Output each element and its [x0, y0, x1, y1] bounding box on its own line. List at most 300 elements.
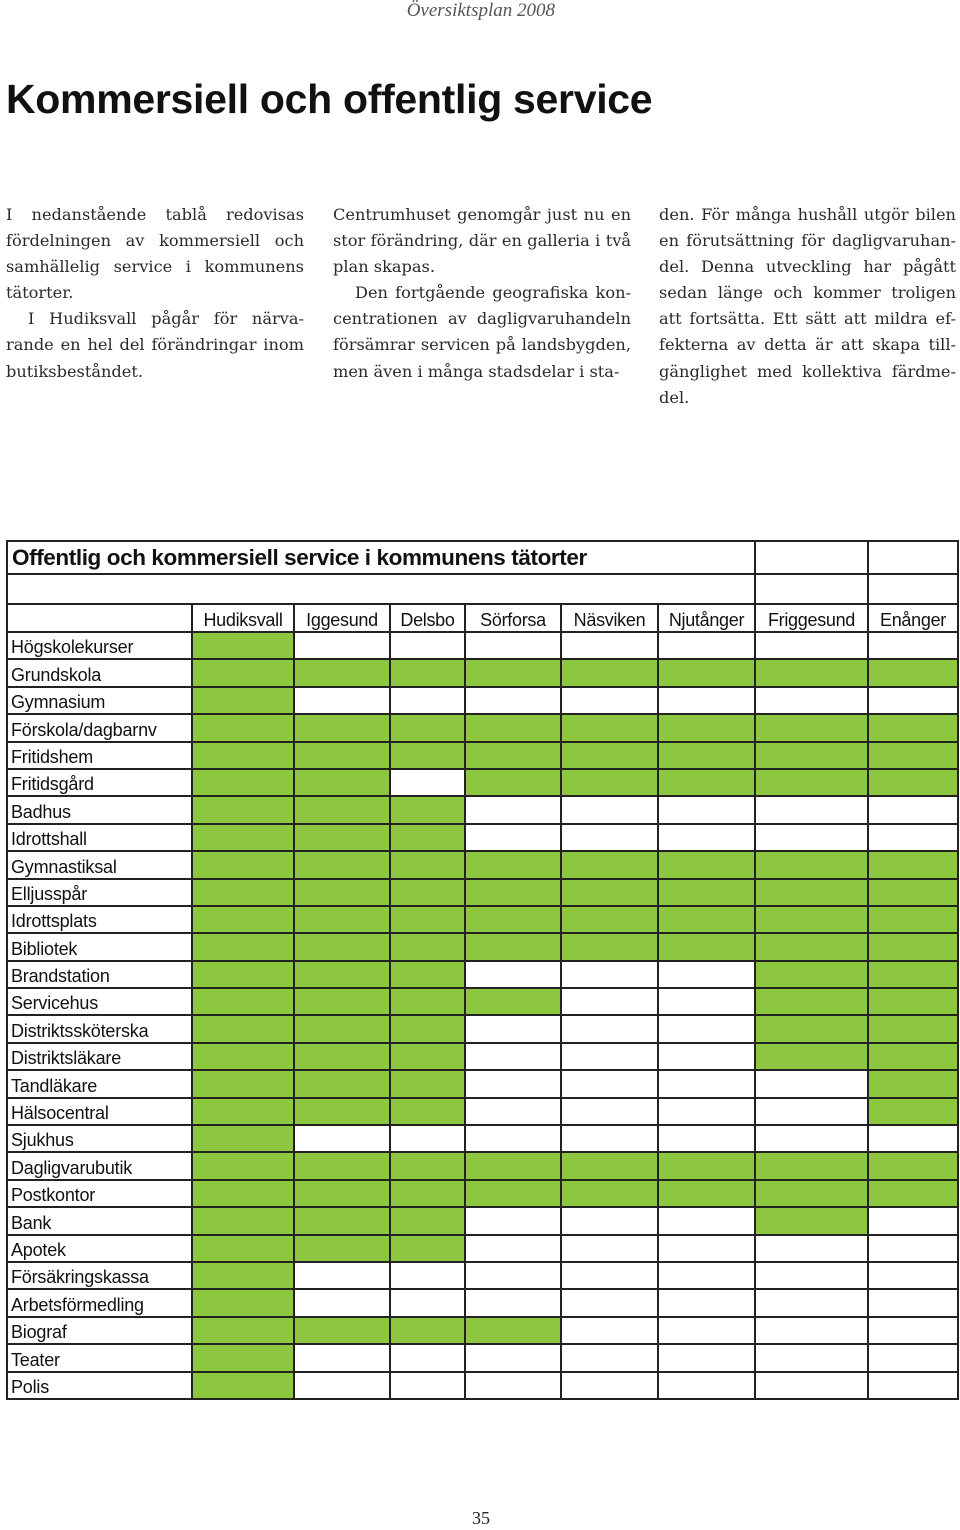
service-unavailable-cell — [658, 687, 755, 714]
service-unavailable-cell — [658, 1235, 755, 1262]
service-available-cell — [868, 659, 958, 686]
service-unavailable-cell — [465, 1372, 561, 1399]
table-row — [7, 1098, 958, 1125]
service-unavailable-cell — [561, 1070, 658, 1097]
table-row — [7, 796, 958, 823]
service-available-cell — [755, 769, 868, 796]
service-unavailable-cell — [294, 632, 390, 659]
empty-cell — [7, 574, 755, 604]
service-available-cell — [192, 1317, 294, 1344]
service-available-cell — [465, 1317, 561, 1344]
service-available-cell — [868, 988, 958, 1015]
service-available-cell — [561, 1180, 658, 1207]
service-available-cell — [390, 1235, 465, 1262]
column-header-town: Hudiksvall — [192, 604, 294, 632]
service-unavailable-cell — [561, 1015, 658, 1042]
service-available-cell — [294, 961, 390, 988]
paragraph: I Hudiksvall pågår för närva-rande en hel del förändringar inom butiksbeståndet. — [6, 309, 304, 381]
row-label: Apotek — [7, 1235, 192, 1262]
service-unavailable-cell — [868, 1372, 958, 1399]
service-unavailable-cell — [561, 1043, 658, 1070]
column-header-town: Friggesund — [755, 604, 868, 632]
service-unavailable-cell — [868, 1207, 958, 1234]
row-label: Förskola/dagbarnv — [7, 714, 192, 741]
service-available-cell — [294, 769, 390, 796]
service-available-cell — [755, 659, 868, 686]
service-available-cell — [390, 933, 465, 960]
table-row — [7, 906, 958, 933]
row-label: Idrottshall — [7, 824, 192, 851]
service-available-cell — [658, 933, 755, 960]
service-available-cell — [755, 1180, 868, 1207]
service-available-cell — [192, 1344, 294, 1371]
row-label: Distriktssköterska — [7, 1015, 192, 1042]
service-available-cell — [192, 1207, 294, 1234]
table-row — [7, 1015, 958, 1042]
service-unavailable-cell — [561, 796, 658, 823]
service-unavailable-cell — [561, 1262, 658, 1289]
row-label: Elljusspår — [7, 879, 192, 906]
service-unavailable-cell — [755, 824, 868, 851]
service-available-cell — [192, 988, 294, 1015]
service-available-cell — [561, 742, 658, 769]
service-available-cell — [868, 851, 958, 878]
service-unavailable-cell — [658, 1015, 755, 1042]
row-label: Postkontor — [7, 1180, 192, 1207]
service-available-cell — [294, 1070, 390, 1097]
service-unavailable-cell — [658, 1098, 755, 1125]
row-label: Biograf — [7, 1317, 192, 1344]
service-unavailable-cell — [390, 1262, 465, 1289]
service-available-cell — [755, 1152, 868, 1179]
service-unavailable-cell — [561, 1235, 658, 1262]
service-available-cell — [755, 1207, 868, 1234]
service-unavailable-cell — [465, 1043, 561, 1070]
table-header-row — [7, 604, 958, 632]
service-available-cell — [192, 1262, 294, 1289]
row-label: Högskolekurser — [7, 632, 192, 659]
service-available-cell — [192, 906, 294, 933]
service-available-cell — [868, 1070, 958, 1097]
service-available-cell — [294, 796, 390, 823]
service-available-cell — [561, 879, 658, 906]
table-row — [7, 1070, 958, 1097]
service-unavailable-cell — [465, 632, 561, 659]
table-row — [7, 1207, 958, 1234]
row-label: Bibliotek — [7, 933, 192, 960]
service-available-cell — [868, 714, 958, 741]
column-header-town: Näsviken — [561, 604, 658, 632]
service-available-cell — [294, 714, 390, 741]
service-unavailable-cell — [658, 632, 755, 659]
service-available-cell — [561, 851, 658, 878]
row-label: Bank — [7, 1207, 192, 1234]
service-available-cell — [294, 1180, 390, 1207]
service-unavailable-cell — [755, 687, 868, 714]
service-available-cell — [192, 1372, 294, 1399]
service-unavailable-cell — [390, 1344, 465, 1371]
service-available-cell — [868, 769, 958, 796]
column-header-town: Enånger — [868, 604, 958, 632]
service-available-cell — [192, 1098, 294, 1125]
service-unavailable-cell — [658, 1070, 755, 1097]
empty-cell — [868, 574, 958, 604]
service-unavailable-cell — [561, 1207, 658, 1234]
column-header-town: Iggesund — [294, 604, 390, 632]
service-available-cell — [192, 659, 294, 686]
service-unavailable-cell — [658, 1372, 755, 1399]
service-unavailable-cell — [465, 1015, 561, 1042]
service-available-cell — [390, 1152, 465, 1179]
service-available-cell — [561, 714, 658, 741]
service-available-cell — [465, 906, 561, 933]
table-row — [7, 1043, 958, 1070]
service-available-cell — [192, 851, 294, 878]
service-available-cell — [390, 659, 465, 686]
service-unavailable-cell — [868, 687, 958, 714]
service-available-cell — [390, 988, 465, 1015]
service-available-cell — [390, 796, 465, 823]
service-unavailable-cell — [755, 1125, 868, 1152]
service-available-cell — [390, 714, 465, 741]
service-unavailable-cell — [465, 824, 561, 851]
service-available-cell — [658, 742, 755, 769]
table-row — [7, 988, 958, 1015]
service-available-cell — [465, 769, 561, 796]
service-unavailable-cell — [868, 1262, 958, 1289]
table-row — [7, 1289, 958, 1316]
service-available-cell — [658, 879, 755, 906]
service-available-cell — [294, 1317, 390, 1344]
table-row — [7, 1180, 958, 1207]
table-row — [7, 1262, 958, 1289]
service-unavailable-cell — [465, 687, 561, 714]
service-available-cell — [658, 714, 755, 741]
service-available-cell — [294, 1152, 390, 1179]
service-unavailable-cell — [868, 1125, 958, 1152]
service-available-cell — [192, 1015, 294, 1042]
service-unavailable-cell — [561, 1317, 658, 1344]
service-unavailable-cell — [658, 796, 755, 823]
service-unavailable-cell — [658, 1125, 755, 1152]
paragraph: Den fortgående geografiska kon-centrationen av dagligvaruhandeln försämrar servicen på landsbygden, men även i många stadsdelar i sta- — [333, 283, 631, 381]
service-available-cell — [658, 659, 755, 686]
service-available-cell — [868, 1098, 958, 1125]
service-unavailable-cell — [755, 1372, 868, 1399]
service-unavailable-cell — [868, 1235, 958, 1262]
service-unavailable-cell — [755, 796, 868, 823]
service-available-cell — [294, 1043, 390, 1070]
service-available-cell — [294, 742, 390, 769]
service-unavailable-cell — [755, 1262, 868, 1289]
table-row — [7, 961, 958, 988]
service-available-cell — [868, 1180, 958, 1207]
page-title: Kommersiell och offentlig service — [6, 76, 653, 122]
service-available-cell — [192, 879, 294, 906]
service-available-cell — [465, 659, 561, 686]
table-row — [7, 769, 958, 796]
service-unavailable-cell — [465, 1289, 561, 1316]
service-unavailable-cell — [561, 988, 658, 1015]
service-available-cell — [561, 1152, 658, 1179]
empty-cell — [755, 541, 868, 574]
service-available-cell — [294, 906, 390, 933]
table-row — [7, 851, 958, 878]
service-available-cell — [390, 824, 465, 851]
row-label: Hälsocentral — [7, 1098, 192, 1125]
service-available-cell — [192, 824, 294, 851]
service-available-cell — [755, 1015, 868, 1042]
service-unavailable-cell — [465, 1235, 561, 1262]
service-available-cell — [390, 1207, 465, 1234]
service-unavailable-cell — [561, 687, 658, 714]
service-unavailable-cell — [465, 1344, 561, 1371]
service-unavailable-cell — [465, 1125, 561, 1152]
corner-cell — [7, 604, 192, 632]
service-unavailable-cell — [561, 1289, 658, 1316]
service-unavailable-cell — [658, 1344, 755, 1371]
service-unavailable-cell — [755, 1098, 868, 1125]
service-available-cell — [465, 879, 561, 906]
service-available-cell — [294, 659, 390, 686]
service-unavailable-cell — [755, 1289, 868, 1316]
service-unavailable-cell — [868, 632, 958, 659]
service-unavailable-cell — [658, 988, 755, 1015]
service-available-cell — [294, 879, 390, 906]
service-unavailable-cell — [755, 1344, 868, 1371]
service-unavailable-cell — [755, 1235, 868, 1262]
service-unavailable-cell — [755, 632, 868, 659]
table-spacer-row — [7, 574, 958, 604]
service-unavailable-cell — [294, 1344, 390, 1371]
empty-cell — [755, 574, 868, 604]
service-available-cell — [465, 1180, 561, 1207]
table-title: Offentlig och kommersiell service i kommunens tätorter — [7, 541, 755, 574]
row-label: Dagligvarubutik — [7, 1152, 192, 1179]
service-unavailable-cell — [658, 961, 755, 988]
service-available-cell — [390, 1070, 465, 1097]
table-row — [7, 1372, 958, 1399]
service-available-cell — [192, 1152, 294, 1179]
service-available-cell — [294, 933, 390, 960]
service-unavailable-cell — [658, 1043, 755, 1070]
service-unavailable-cell — [868, 824, 958, 851]
service-available-cell — [868, 906, 958, 933]
service-unavailable-cell — [465, 1262, 561, 1289]
service-unavailable-cell — [561, 1372, 658, 1399]
service-available-cell — [755, 714, 868, 741]
service-available-cell — [294, 1098, 390, 1125]
service-unavailable-cell — [868, 1317, 958, 1344]
row-label: Arbetsförmedling — [7, 1289, 192, 1316]
service-unavailable-cell — [561, 824, 658, 851]
row-label: Distriktsläkare — [7, 1043, 192, 1070]
service-available-cell — [294, 824, 390, 851]
running-head: Översiktsplan 2008 — [406, 0, 555, 21]
service-unavailable-cell — [465, 1098, 561, 1125]
service-unavailable-cell — [755, 1317, 868, 1344]
service-unavailable-cell — [390, 1372, 465, 1399]
service-unavailable-cell — [868, 796, 958, 823]
service-available-cell — [868, 742, 958, 769]
service-unavailable-cell — [658, 1289, 755, 1316]
service-available-cell — [294, 1015, 390, 1042]
service-available-cell — [755, 988, 868, 1015]
service-unavailable-cell — [294, 1262, 390, 1289]
row-label: Idrottsplats — [7, 906, 192, 933]
row-label: Tandläkare — [7, 1070, 192, 1097]
service-available-cell — [192, 687, 294, 714]
service-available-cell — [868, 933, 958, 960]
service-available-cell — [755, 742, 868, 769]
service-available-cell — [192, 1235, 294, 1262]
service-unavailable-cell — [294, 1372, 390, 1399]
service-available-cell — [561, 769, 658, 796]
service-available-cell — [561, 933, 658, 960]
service-available-cell — [390, 851, 465, 878]
service-available-cell — [294, 1235, 390, 1262]
service-available-cell — [755, 851, 868, 878]
service-available-cell — [192, 769, 294, 796]
body-column-3 — [659, 202, 956, 411]
table-row — [7, 1152, 958, 1179]
service-unavailable-cell — [294, 1289, 390, 1316]
table-row — [7, 1235, 958, 1262]
table-row — [7, 1344, 958, 1371]
service-unavailable-cell — [658, 1317, 755, 1344]
service-available-cell — [465, 742, 561, 769]
service-available-cell — [868, 1152, 958, 1179]
service-unavailable-cell — [390, 769, 465, 796]
row-label: Fritidsgård — [7, 769, 192, 796]
service-available-cell — [390, 1180, 465, 1207]
service-available-cell — [868, 1015, 958, 1042]
service-unavailable-cell — [390, 1289, 465, 1316]
table-row — [7, 824, 958, 851]
service-available-cell — [658, 1152, 755, 1179]
row-label: Badhus — [7, 796, 192, 823]
service-available-cell — [390, 742, 465, 769]
service-unavailable-cell — [465, 796, 561, 823]
row-label: Polis — [7, 1372, 192, 1399]
row-label: Teater — [7, 1344, 192, 1371]
table-row — [7, 742, 958, 769]
empty-cell — [868, 541, 958, 574]
row-label: Grundskola — [7, 659, 192, 686]
service-available-cell — [192, 1125, 294, 1152]
service-unavailable-cell — [465, 1070, 561, 1097]
table-body — [7, 541, 958, 1399]
row-label: Gymnasium — [7, 687, 192, 714]
service-available-cell — [192, 1180, 294, 1207]
row-label: Servicehus — [7, 988, 192, 1015]
row-label: Gymnastiksal — [7, 851, 192, 878]
service-available-cell — [390, 1015, 465, 1042]
service-unavailable-cell — [561, 1125, 658, 1152]
service-available-cell — [192, 1070, 294, 1097]
service-available-cell — [390, 1043, 465, 1070]
body-column-2 — [333, 202, 631, 385]
service-unavailable-cell — [755, 1070, 868, 1097]
service-available-cell — [868, 1043, 958, 1070]
table-row — [7, 1317, 958, 1344]
service-available-cell — [192, 933, 294, 960]
service-available-cell — [465, 988, 561, 1015]
service-available-cell — [755, 961, 868, 988]
service-available-cell — [465, 933, 561, 960]
service-unavailable-cell — [868, 1344, 958, 1371]
table-row — [7, 714, 958, 741]
service-unavailable-cell — [294, 1125, 390, 1152]
service-available-cell — [192, 961, 294, 988]
service-unavailable-cell — [561, 1098, 658, 1125]
service-available-cell — [192, 796, 294, 823]
service-available-cell — [294, 851, 390, 878]
paragraph: den. För många hushåll utgör bilen en förutsättning för dagligvaruhan-del. Denna utveckling har pågått sedan länge och kommer troligen att fortsätta. Ett sätt att mildra ef-fekterna av detta är att skapa till-gänglighet med kollektiva färdme-del. — [659, 205, 956, 407]
service-available-cell — [658, 906, 755, 933]
column-header-town: Sörforsa — [465, 604, 561, 632]
service-available-cell — [390, 1317, 465, 1344]
service-available-cell — [561, 906, 658, 933]
service-available-cell — [390, 961, 465, 988]
service-available-cell — [868, 961, 958, 988]
service-available-cell — [561, 659, 658, 686]
service-available-cell — [192, 714, 294, 741]
service-available-cell — [390, 1098, 465, 1125]
service-available-cell — [658, 1180, 755, 1207]
row-label: Försäkringskassa — [7, 1262, 192, 1289]
paragraph: Centrumhuset genomgår just nu en stor förändring, där en galleria i två plan skapas. — [333, 205, 631, 277]
service-available-cell — [294, 1207, 390, 1234]
service-available-cell — [755, 906, 868, 933]
service-available-cell — [755, 933, 868, 960]
table-title-row — [7, 541, 958, 574]
service-unavailable-cell — [868, 1289, 958, 1316]
service-available-cell — [658, 769, 755, 796]
service-available-cell — [465, 851, 561, 878]
service-unavailable-cell — [561, 961, 658, 988]
service-unavailable-cell — [658, 1207, 755, 1234]
service-available-cell — [192, 1289, 294, 1316]
row-label: Fritidshem — [7, 742, 192, 769]
service-unavailable-cell — [390, 632, 465, 659]
service-table — [6, 540, 959, 1400]
table-row — [7, 879, 958, 906]
service-available-cell — [755, 1043, 868, 1070]
service-unavailable-cell — [658, 824, 755, 851]
row-label: Sjukhus — [7, 1125, 192, 1152]
table-row — [7, 1125, 958, 1152]
service-available-cell — [390, 906, 465, 933]
table-row — [7, 632, 958, 659]
service-available-cell — [465, 714, 561, 741]
page-number: 35 — [472, 1508, 490, 1528]
column-header-town: Delsbo — [390, 604, 465, 632]
service-unavailable-cell — [390, 687, 465, 714]
paragraph: I nedanstående tablå redovisas fördelningen av kommersiell och samhällelig service i kommunens tätorter. — [6, 205, 304, 303]
service-unavailable-cell — [465, 1207, 561, 1234]
service-unavailable-cell — [561, 1344, 658, 1371]
service-available-cell — [192, 632, 294, 659]
service-available-cell — [192, 1043, 294, 1070]
body-column-1 — [6, 202, 304, 385]
column-header-town: Njutånger — [658, 604, 755, 632]
service-available-cell — [465, 1152, 561, 1179]
service-available-cell — [192, 742, 294, 769]
table-row — [7, 687, 958, 714]
service-available-cell — [868, 879, 958, 906]
service-available-cell — [390, 879, 465, 906]
